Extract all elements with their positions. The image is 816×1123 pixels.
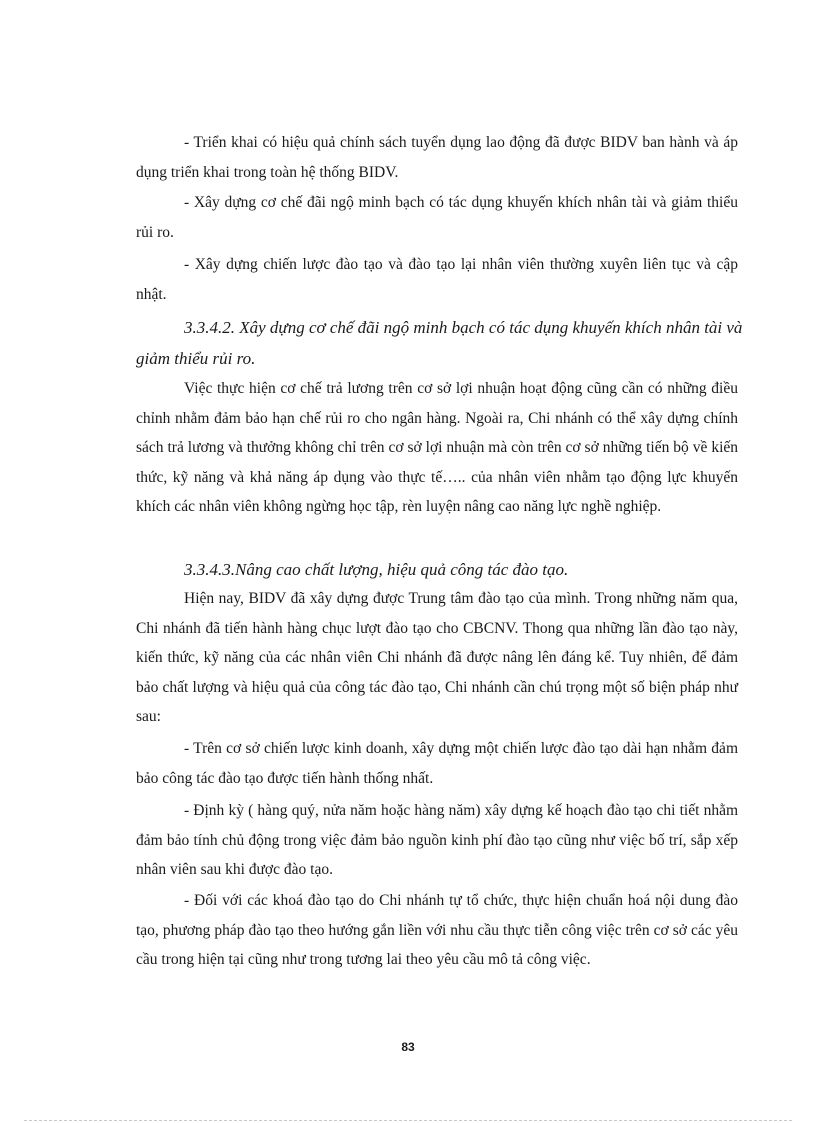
bullet-reward-mechanism: - Xây dựng cơ chế đãi ngộ minh bạch có tác dụng khuyến khích nhân tài và giảm thiểu rủi ro. (136, 194, 738, 241)
bullet-recruitment-policy: - Triển khai có hiệu quả chính sách tuyển dụng lao động đã được BIDV ban hành và áp dụng triển khai trong toàn hệ thống BIDV. (136, 134, 738, 181)
paragraph-training-center: Hiện nay, BIDV đã xây dựng được Trung tâm đào tạo của mình. Trong những năm qua, Chi nhánh đã tiến hành hàng chục lượt đào tạo cho CBCNV. Thong qua những lần đào tạo này, kiến thức, kỹ năng của các nhân viên Chi nhánh đã được nâng lên đáng kể. Tuy nhiên, để đảm bảo chất lượng và hiệu quả của công tác đào tạo, Chi nhánh cần chú trọng một số biện pháp như sau: (136, 590, 738, 726)
section-heading-3-3-4-3: 3.3.4.3.Nâng cao chất lượng, hiệu quả công tác đào tạo. (184, 560, 569, 579)
bullet-long-term-training: - Trên cơ sở chiến lược kinh doanh, xây dựng một chiến lược đào tạo dài hạn nhằm đảm bảo công tác đào tạo được tiến hành thống nhất. (136, 740, 738, 787)
bullet-internal-courses: - Đối với các khoá đào tạo do Chi nhánh tự tổ chức, thực hiện chuẩn hoá nội dung đào tạo, phương pháp đào tạo theo hướng gắn liền với nhu cầu thực tiễn công việc trên cơ sở các yêu cầu trong hiện tại cũng như trong tương lai theo yêu cầu mô tả công việc. (136, 892, 738, 969)
page-bottom-divider (24, 1120, 792, 1121)
bullet-training-strategy: - Xây dựng chiến lược đào tạo và đào tạo lại nhân viên thường xuyên liên tục và cập nhật. (136, 256, 738, 303)
bullet-periodic-planning: - Định kỳ ( hàng quý, nửa năm hoặc hàng năm) xây dựng kế hoạch đào tạo chi tiết nhằm đảm bảo tính chủ động trong việc đảm bảo nguồn kinh phí đào tạo cũng như việc bố trí, sắp xếp nhân viên sau khi được đào tạo. (136, 802, 738, 879)
page-number: 83 (401, 1040, 415, 1054)
section-heading-3-3-4-2: 3.3.4.2. Xây dựng cơ chế đãi ngộ minh bạch có tác dụng khuyến khích nhân tài và giảm thiểu rủi ro. (136, 318, 743, 368)
paragraph-salary-mechanism: Việc thực hiện cơ chế trả lương trên cơ sở lợi nhuận hoạt động cũng cần có những điều chỉnh nhằm đảm bảo hạn chế rủi ro cho ngân hàng. Ngoài ra, Chi nhánh có thể xây dựng chính sách trả lương và thưởng không chỉ trên cơ sở lợi nhuận mà còn trên cơ sở những tiến bộ về kiến thức, kỹ năng và khả năng áp dụng vào thực tế….. của nhân viên nhằm tạo động lực khuyến khích các nhân viên không ngừng học tập, rèn luyện nâng cao năng lực nghề nghiệp. (136, 380, 738, 516)
